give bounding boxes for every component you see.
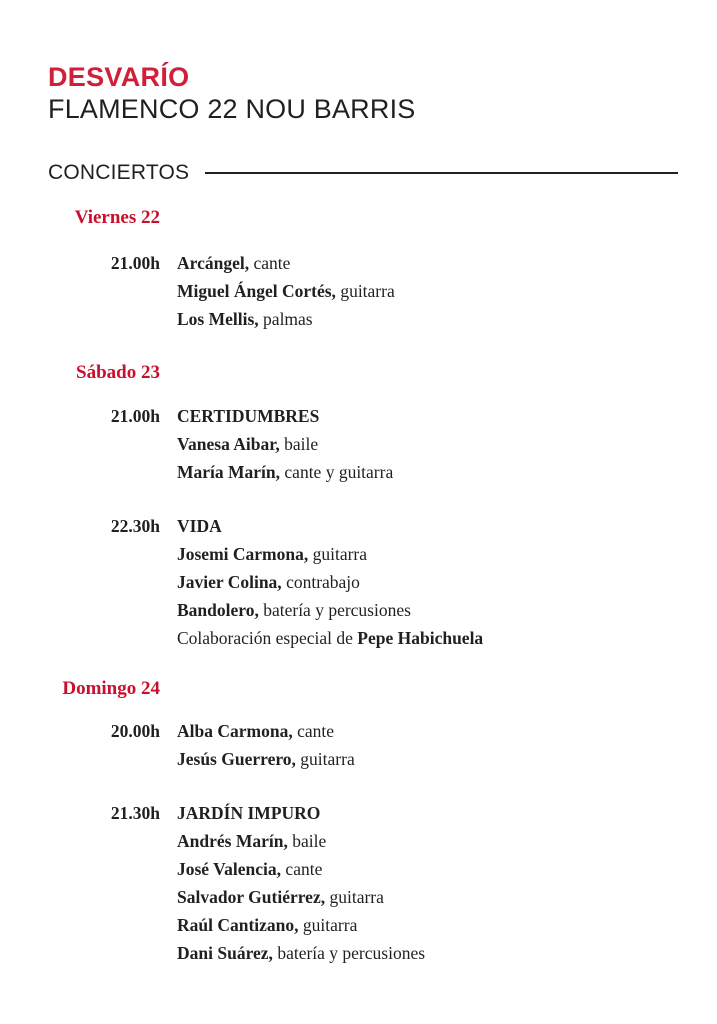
performer-role: palmas [258,309,313,329]
performer-name: Jesús Guerrero, [177,749,296,769]
performer-role: guitarra [325,887,384,907]
performer-name: Alba Carmona, [177,721,293,741]
performer-line [177,943,425,964]
performer-role: batería y percusiones [272,943,426,963]
performer-name: Los Mellis, [177,309,259,329]
event-title [177,803,320,824]
performer-name: José Valencia, [177,859,282,879]
collaboration-prefix: Colaboración especial de [177,628,358,648]
festival-title: DESVARÍO [48,62,190,92]
section-heading [48,160,678,186]
performer-name: Salvador Gutiérrez, [177,887,326,907]
performer-role: baile [287,831,327,851]
performer-line [177,915,357,936]
performer-line [177,434,318,455]
performer-name: Raúl Cantizano, [177,915,299,935]
section-label: CONCIERTOS [48,161,190,184]
performer-line [177,281,395,302]
performer-name: Andrés Marín, [177,831,288,851]
festival-subtitle: FLAMENCO 22 NOU BARRIS [48,94,416,124]
performer-name: Arcángel, [177,253,250,273]
header [48,61,415,125]
day-heading-saturday: Sábado 23 [76,362,160,383]
day-heading-sunday: Domingo 24 [62,678,160,699]
performer-name: Dani Suárez, [177,943,273,963]
performer-name: Miguel Ángel Cortés, [177,281,336,301]
event-time: 21.00h [110,253,160,273]
day-heading-friday: Viernes 22 [74,207,160,228]
collaboration-line [177,628,483,649]
collaboration-name: Pepe Habichuela [357,628,484,648]
performer-line [177,253,290,274]
performer-role: cante [292,721,334,741]
performer-role: baile [279,434,319,454]
performer-name: Bandolero, [177,600,259,620]
performer-role: batería y percusiones [258,600,411,620]
performer-line [177,572,360,593]
performer-role: cante [281,859,323,879]
event-time: 21.00h [110,406,160,426]
performer-line [177,721,334,742]
performer-line [177,749,355,770]
event-title [177,406,319,427]
show-title: JARDÍN IMPURO [177,803,321,823]
performer-name: Josemi Carmona, [177,544,309,564]
performer-line [177,309,313,330]
section-divider [205,172,678,174]
performer-name: Vanesa Aibar, [177,434,280,454]
event-time: 20.00h [110,721,160,741]
event-title [177,516,222,537]
performer-role: contrabajo [281,572,360,592]
performer-line [177,831,326,852]
performer-role: guitarra [295,749,355,769]
performer-role: cante [249,253,291,273]
event-time: 21.30h [110,803,160,823]
event-time: 22.30h [110,516,160,536]
performer-name: María Marín, [177,462,281,482]
performer-line [177,859,322,880]
performer-line [177,600,411,621]
performer-role: guitarra [298,915,358,935]
performer-role: guitarra [308,544,368,564]
performer-name: Javier Colina, [177,572,282,592]
performer-line [177,887,384,908]
performer-role: guitarra [335,281,395,301]
performer-line [177,544,367,565]
show-title: CERTIDUMBRES [177,406,320,426]
performer-role: cante y guitarra [280,462,394,482]
show-title: VIDA [177,516,222,536]
performer-line [177,462,393,483]
